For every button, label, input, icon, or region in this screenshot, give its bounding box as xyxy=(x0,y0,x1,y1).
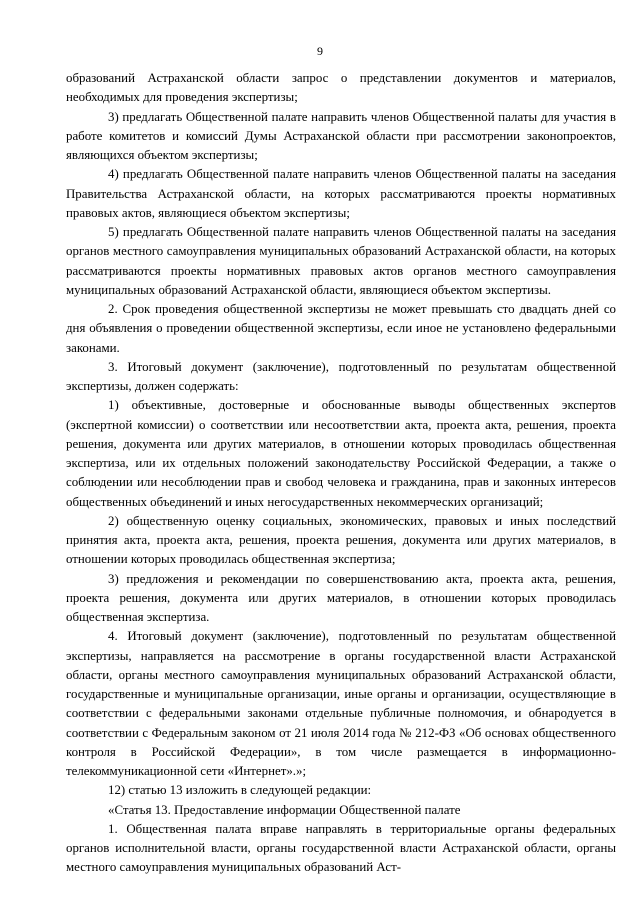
paragraph: 5) предлагать Общественной палате направить членов Общественной палаты на заседания органов местного самоуправления муниципальных образований Астраханской области, на которых рассматриваются проекты нормативных правовых актов органов местного самоуправления муниципальных образований Астраханской области, являющиеся объектом экспертизы. xyxy=(66,225,616,297)
paragraph: «Статья 13. Предоставление информации Общественной палате xyxy=(108,802,461,817)
paragraph: 12) статью 13 изложить в следующей редакции: xyxy=(108,783,372,798)
paragraph: 4. Итоговый документ (заключение), подготовленный по результатам общественной экспертизы, направляется на рассмотрение в органы государственной власти Астраханской области, органы местного самоуправления муниципальных образований Астраханской области, государственные и муниципальные организации, иные органы и организации, осуществляющие в соответствии с федеральными законами отдельные публичные полномочия, и обнародуется в соответствии с Федеральным законом от 21 июля 2014 года № 212-ФЗ «Об основах общественного контроля в Российской Федерации», в том числе размещается в информационно-телекоммуникационной сети «Интернет».»; xyxy=(66,629,616,778)
paragraph: образований Астраханской области запрос о представлении документов и материалов, необходимых для проведения экспертизы; xyxy=(66,71,616,105)
paragraph: 4) предлагать Общественной палате направить членов Общественной палаты на заседания Правительства Астраханской области, на которых рассматриваются проекты нормативных правовых актов, являющиеся объектом экспертизы; xyxy=(66,167,616,220)
paragraph: 3) предлагать Общественной палате направить членов Общественной палаты для участия в работе комитетов и комиссий Думы Астраханской области при рассмотрении законопроектов, являющихся объектом экспертизы; xyxy=(66,109,616,162)
paragraph: 1. Общественная палата вправе направлять в территориальные органы федеральных органов исполнительной власти, органы государственной власти Астраханской области, органы местного самоуправления муниципальных образований Аст- xyxy=(66,821,616,875)
paragraph: 2) общественную оценку социальных, экономических, правовых и иных последствий принятия акта, проекта акта, решения, проекта решения, документа или других материалов, в отношении которых проводилась общественная экспертиза; xyxy=(66,513,616,567)
document-body xyxy=(66,69,616,878)
paragraph: 2. Срок проведения общественной экспертизы не может превышать сто двадцать дней со дня объявления о проведении общественной экспертизы, если иное не установлено федеральными законами. xyxy=(66,302,616,355)
paragraph: 3) предложения и рекомендации по совершенствованию акта, проекта акта, решения, проекта решения, документа или других материалов, в отношении которых проводилась общественная экспертиза. xyxy=(66,571,616,624)
paragraph: 3. Итоговый документ (заключение), подготовленный по результатам общественной экспертизы, должен содержать: xyxy=(66,359,616,393)
paragraph: 1) объективные, достоверные и обоснованные выводы общественных экспертов (экспертной комиссии) о соответствии или несоответствии акта, проекта акта, решения, проекта решения, документа или других материалов, в отношении которых проводилась общественная экспертиза, или их отдельных положений законодательству Российской Федерации, а также о соблюдении или несоблюдении прав и свобод человека и гражданина, прав и законных интересов общественных объединений и иных негосударственных некоммерческих организаций; xyxy=(66,398,616,509)
page-number: 9 xyxy=(317,44,323,58)
